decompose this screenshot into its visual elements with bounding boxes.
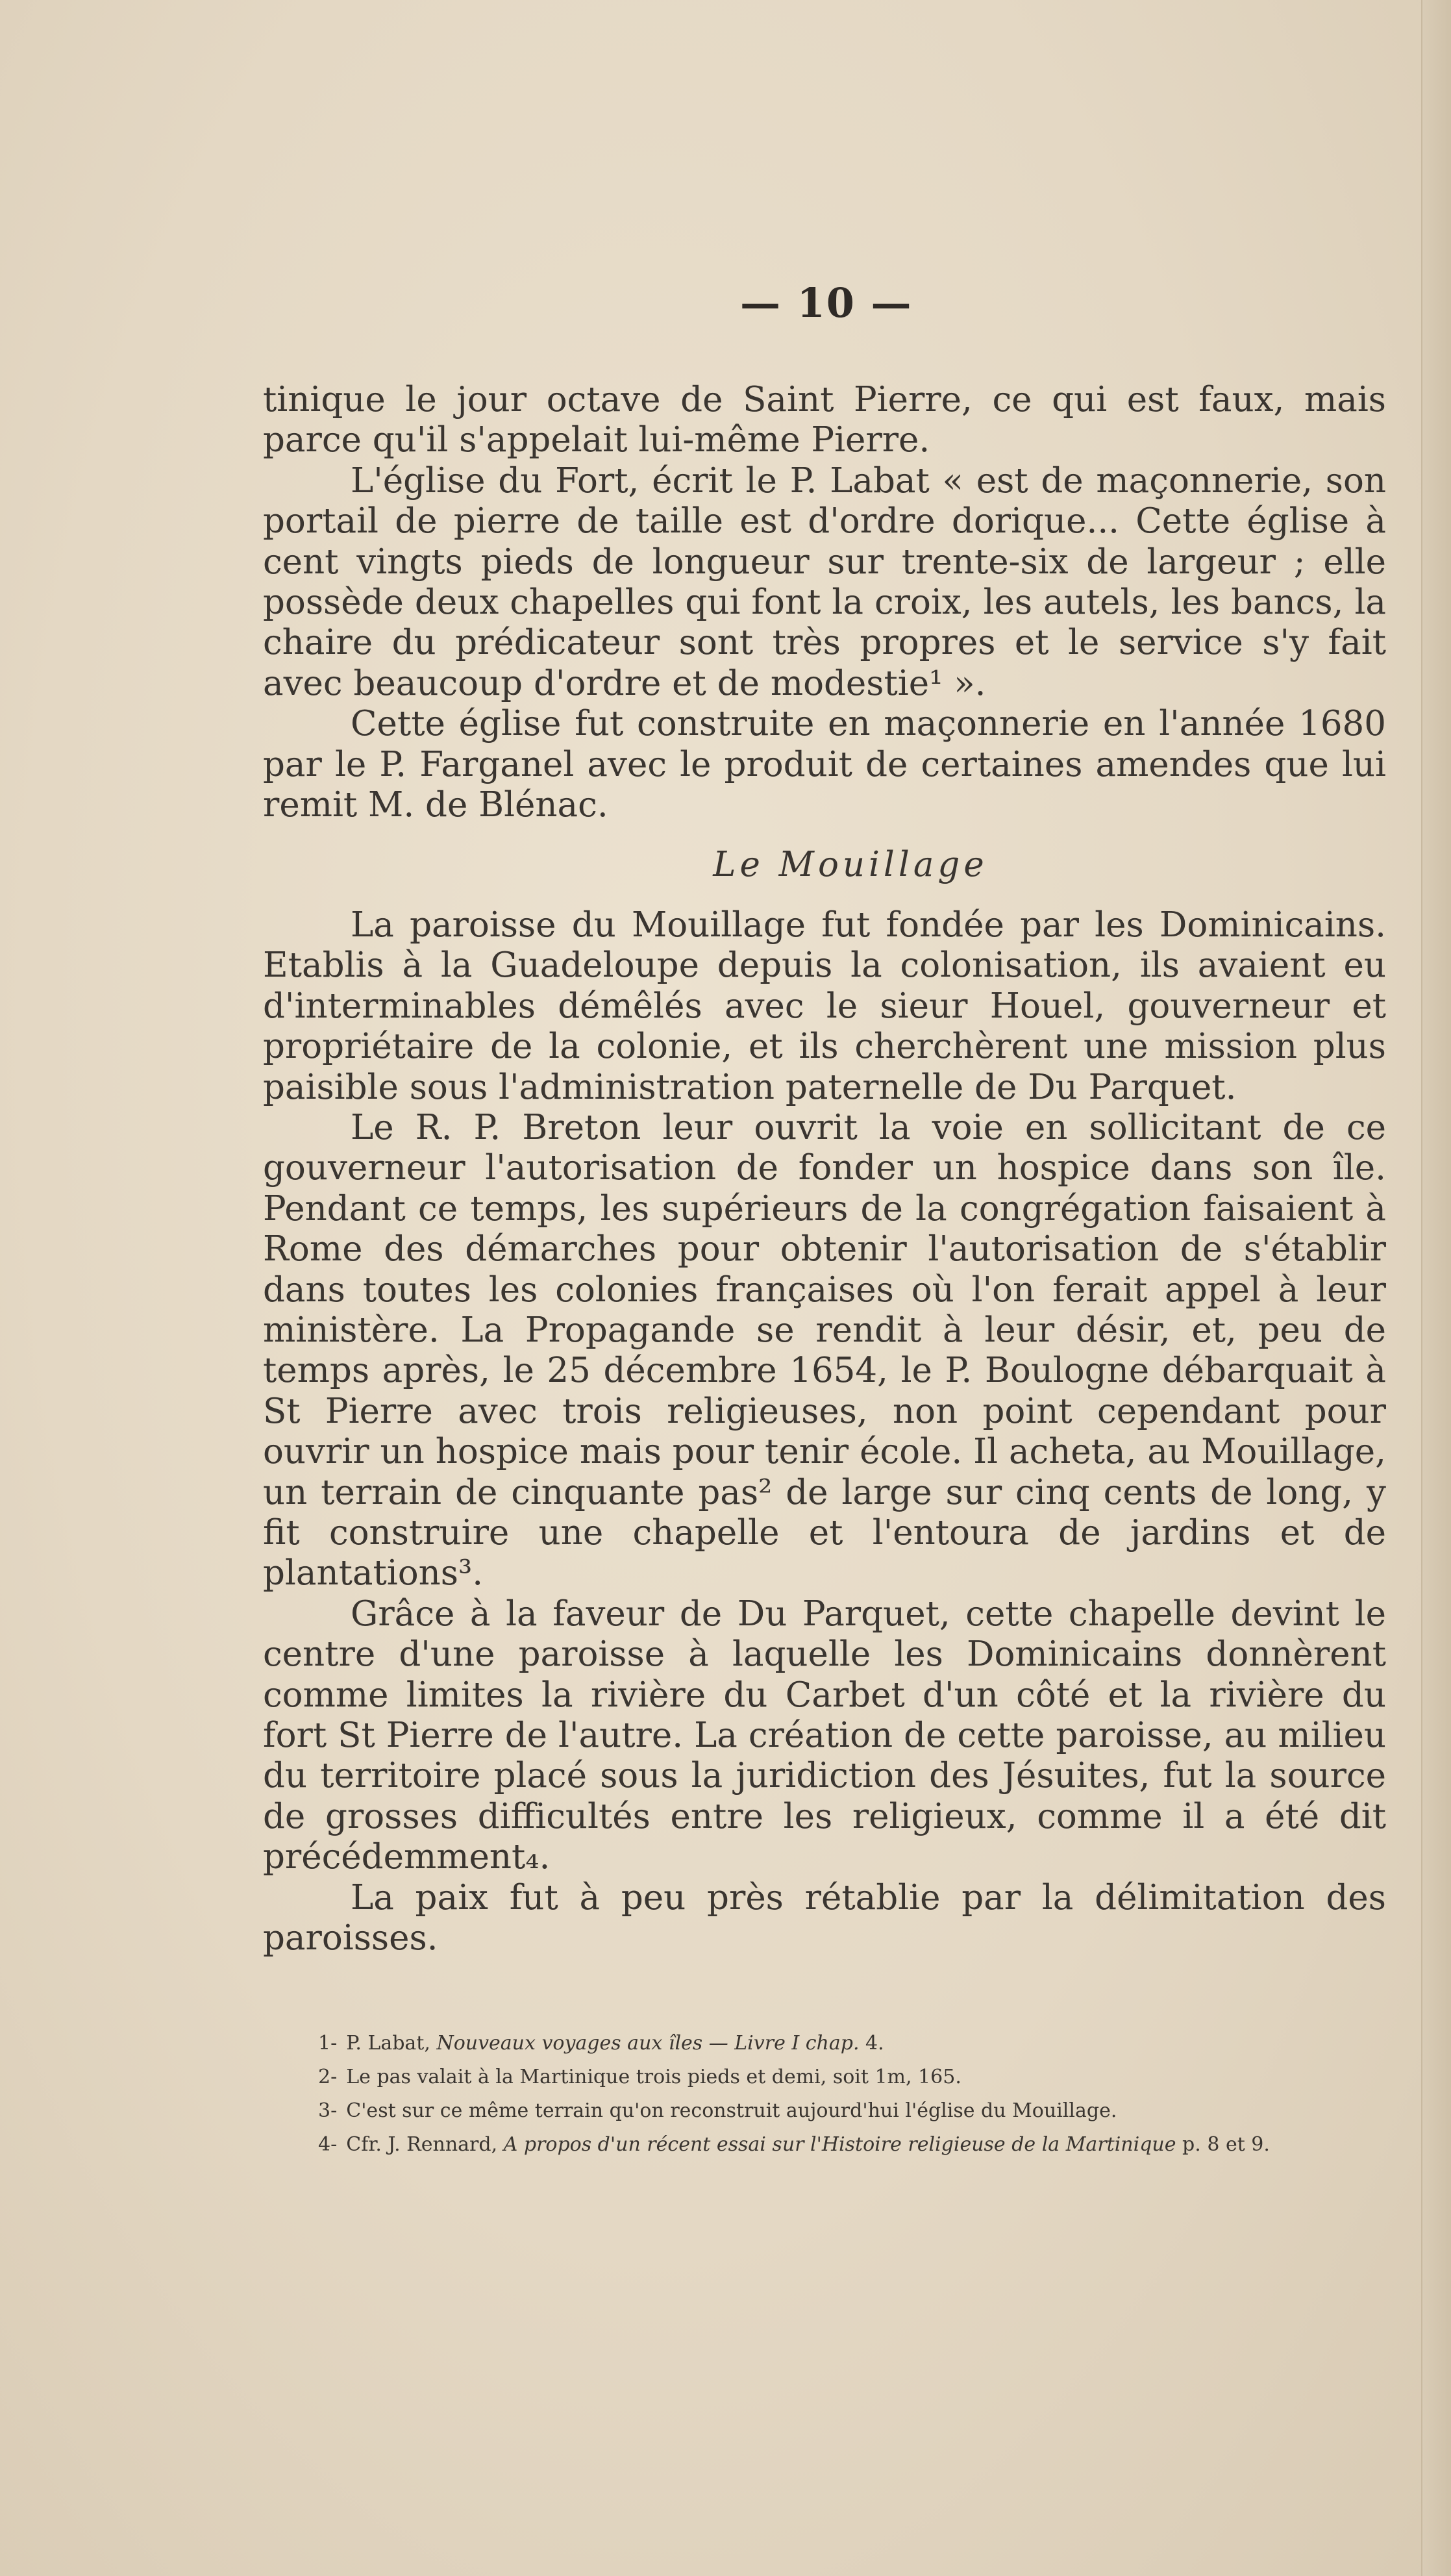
- page-edge: [1421, 0, 1451, 2576]
- paragraph: Grâce à la faveur de Du Parquet, cette chapelle devint le centre d'une paroisse à laquelle les Dominicains donnèrent comme limites la rivière du Carbet d'un côté et la rivière du fort St Pierre de l'autre. La création de cette paroisse, au milieu du territoire placé sous la juridiction des Jésuites, fut la source de grosses difficultés entre les religieux, comme il a été dit précédemment₄.: [263, 1594, 1386, 1877]
- footnote-title: Nouveaux voyages aux îles — Livre I chap.: [436, 2032, 860, 2055]
- footnotes: [318, 2029, 1399, 2164]
- footnote-text: 4.: [859, 2032, 884, 2055]
- paragraph: Le R. P. Breton leur ouvrit la voie en sollicitant de ce gouverneur l'autorisation de fonder un hospice dans son île. Pendant ce temps, les supérieurs de la congrégation faisaient à Rome des démarches pour obtenir l'autorisation de s'établir dans toutes les colonies françaises où l'on ferait appel à leur ministère. La Propagande se rendit à leur désir, et, peu de temps après, le 25 décembre 1654, le P. Boulogne débarquait à St Pierre avec trois religieuses, non point cependant pour ouvrir un hospice mais pour tenir école. Il acheta, au Mouillage, un terrain de cinquante pas² de large sur cinq cents de long, y fit construire une chapelle et l'entoura de jardins et de plantations³.: [263, 1107, 1386, 1594]
- page-number: — 10 —: [740, 279, 913, 327]
- footnote: [318, 2131, 1399, 2159]
- footnote-title: A propos d'un récent essai sur l'Histoire religieuse de la Martinique: [503, 2133, 1176, 2156]
- section-title: Le Mouillage: [713, 845, 988, 885]
- paragraph: tinique le jour octave de Saint Pierre, ce qui est faux, mais parce qu'il s'appelait lui-même Pierre.: [263, 380, 1386, 460]
- footnote-text: p. 8 et 9.: [1176, 2133, 1270, 2156]
- footnote-text: Cfr. J. Rennard,: [346, 2133, 504, 2156]
- paragraph: Cette église fut construite en maçonnerie en l'année 1680 par le P. Farganel avec le produit de certaines amendes que lui remit M. de Blénac.: [263, 704, 1386, 825]
- footnote-number: 1-: [318, 2032, 338, 2055]
- paragraph: L'église du Fort, écrit le P. Labat « est de maçonnerie, son portail de pierre de taille est d'ordre dorique... Cette église à cent vingts pieds de longueur sur trente-six de largeur ; elle possède deux chapelles qui font la croix, les autels, les bancs, la chaire du prédicateur sont très propres et le service s'y fait avec beaucoup d'ordre et de modestie¹ ».: [263, 460, 1386, 703]
- footnote-text: Le pas valait à la Martinique trois pieds et demi, soit 1m, 165.: [346, 2066, 961, 2088]
- footnote: [318, 2029, 1399, 2058]
- footnote-number: 2-: [318, 2066, 338, 2088]
- footnote-number: 4-: [318, 2133, 338, 2156]
- footnote: [318, 2097, 1399, 2125]
- paragraph: La paroisse du Mouillage fut fondée par les Dominicains. Etablis à la Guadeloupe depuis la colonisation, ils avaient eu d'interminables démêlés avec le sieur Houel, gouverneur et propriétaire de la colonie, et ils cherchèrent une mission plus paisible sous l'administration paternelle de Du Parquet.: [263, 905, 1386, 1107]
- footnote-text: C'est sur ce même terrain qu'on reconstruit aujourd'hui l'église du Mouillage.: [346, 2099, 1117, 2122]
- footnote-number: 3-: [318, 2099, 338, 2122]
- main-text: [263, 380, 1386, 1958]
- paragraph: La paix fut à peu près rétablie par la délimitation des paroisses.: [263, 1877, 1386, 1958]
- footnote: [318, 2063, 1399, 2092]
- footnote-text: P. Labat,: [346, 2032, 437, 2055]
